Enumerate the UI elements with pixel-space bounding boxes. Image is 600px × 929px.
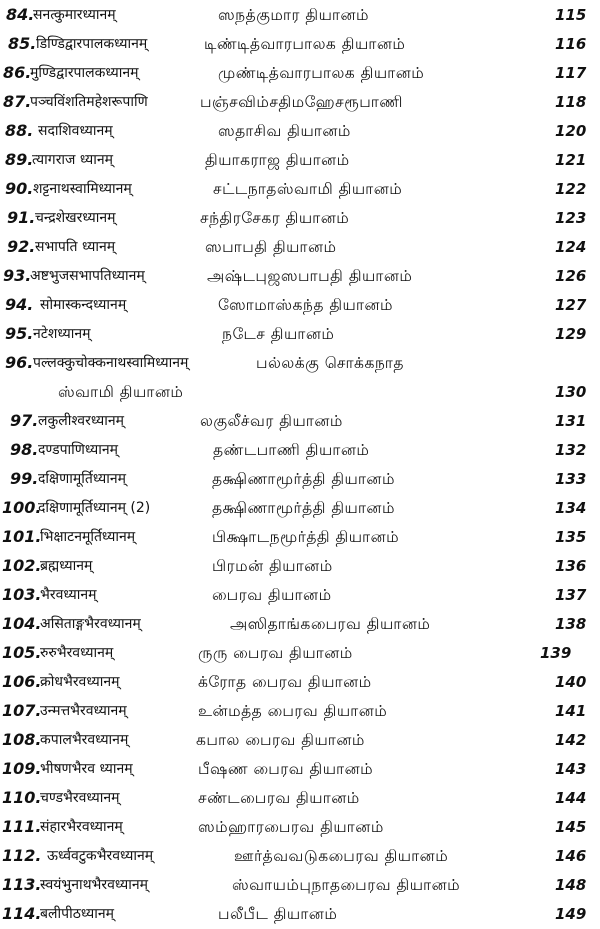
entry-number: 86. — [3, 63, 32, 82]
page-number: 144 — [555, 789, 587, 807]
sanskrit-title: नटेशध्यानम् — [33, 326, 91, 342]
toc-entry-104 — [0, 609, 600, 638]
toc-entry-95 — [0, 319, 600, 348]
entry-number: 108. — [2, 730, 42, 749]
entry-number: 104. — [2, 614, 42, 633]
sanskrit-title: असिताङ्गभैरवध्यानम् — [40, 616, 141, 632]
tamil-title: சட்டநாதஸ்வாமி தியானம் — [213, 180, 403, 198]
toc-entry-108 — [0, 725, 600, 754]
toc-entry-96 — [0, 348, 600, 377]
tamil-title: பைரவ தியானம் — [212, 586, 332, 604]
page-number: 148 — [555, 876, 587, 894]
sanskrit-title: भैरवध्यानम् — [40, 587, 97, 603]
page-number: 118 — [555, 93, 587, 111]
entry-number: 105. — [2, 643, 42, 662]
sanskrit-title: त्यागराज ध्यानम् — [32, 152, 114, 168]
sanskrit-title: पञ्चविंशतिमहेशरूपाणि — [30, 94, 148, 110]
entry-number: 95. — [5, 324, 34, 343]
toc-entry-98 — [0, 435, 600, 464]
entry-number: 93. — [3, 266, 32, 285]
sanskrit-title: भिक्षाटनमूर्तिध्यानम् — [40, 529, 136, 545]
tamil-title: பலீபீட தியானம் — [218, 905, 338, 923]
page-number: 131 — [555, 412, 587, 430]
entry-number: 98. — [10, 440, 39, 459]
sanskrit-title: सदाशिवध्यानम् — [38, 123, 113, 139]
tamil-title: பஞ்சவிம்சதிமஹேசரூபாணி — [200, 93, 403, 111]
tamil-title: தியாகராஜ தியானம் — [205, 151, 350, 169]
sanskrit-title: दक्षिणामूर्तिध्यानम् (2) — [38, 500, 151, 516]
page-number: 124 — [555, 238, 587, 256]
sanskrit-title: ऊर्ध्ववटुकभैरवध्यानम् — [47, 848, 154, 864]
page-number: 145 — [555, 818, 587, 836]
entry-number: 114. — [2, 904, 42, 923]
tamil-title: தண்டபாணி தியானம் — [213, 441, 370, 459]
toc-entry-109 — [0, 754, 600, 783]
tamil-title: சண்டபைரவ தியானம் — [198, 789, 360, 807]
toc-entry-85 — [0, 29, 600, 58]
entry-number: 85. — [8, 34, 37, 53]
tamil-title: ஸதாசிவ தியானம் — [218, 122, 351, 140]
entry-number: 113. — [2, 875, 42, 894]
sanskrit-title: ब्रह्मध्यानम् — [40, 558, 93, 574]
page-number: 137 — [555, 586, 587, 604]
sanskrit-title: सनत्कुमारध्यानम् — [33, 7, 116, 23]
sanskrit-title: पल्लक्कुचोक्कनाथस्वामिध्यानम् — [33, 355, 189, 371]
page-number: 133 — [555, 470, 587, 488]
tamil-title: ஸம்ஹாரபைரவ தியானம் — [198, 818, 384, 836]
page-number: 127 — [555, 296, 587, 314]
toc-entry-102 — [0, 551, 600, 580]
toc-entry-106 — [0, 667, 600, 696]
entry-number: 106. — [2, 672, 42, 691]
tamil-title: ஸ்வாயம்புநாதபைரவ தியானம் — [232, 876, 461, 894]
page-number: 123 — [555, 209, 587, 227]
sanskrit-title: कपालभैरवध्यानम् — [40, 732, 129, 748]
entry-number: 84. — [6, 5, 35, 24]
sanskrit-title: अष्टभुजसभापतिध्यानम् — [30, 268, 145, 284]
sanskrit-title: उन्मत्तभैरवध्यानम् — [40, 703, 127, 719]
tamil-title: ருரு பைரவ தியானம் — [198, 644, 353, 662]
toc-entry-99 — [0, 464, 600, 493]
sanskrit-title: लकुलीश्वरध्यानम् — [38, 413, 124, 429]
toc-entry-96-continued — [0, 377, 600, 406]
toc-entry-111 — [0, 812, 600, 841]
page-number: 141 — [555, 702, 587, 720]
toc-entry-88 — [0, 116, 600, 145]
toc-entry-87 — [0, 87, 600, 116]
toc-entry-103 — [0, 580, 600, 609]
tamil-title: அஸிதாங்கபைரவ தியானம் — [230, 615, 431, 633]
entry-number: 102. — [2, 556, 42, 575]
page-number: 122 — [555, 180, 587, 198]
tamil-title: பீஷண பைரவ தியானம் — [198, 760, 374, 778]
tamil-title: பல்லக்கு சொக்கநாத — [256, 354, 405, 372]
toc-entry-110 — [0, 783, 600, 812]
toc-entry-113 — [0, 870, 600, 899]
page-number: 140 — [555, 673, 587, 691]
toc-entry-112 — [0, 841, 600, 870]
sanskrit-title: सभापति ध्यानम् — [35, 239, 116, 255]
tamil-title: ஸநத்குமார தியானம் — [218, 6, 369, 24]
toc-entry-94 — [0, 290, 600, 319]
toc-entry-90 — [0, 174, 600, 203]
page-number: 143 — [555, 760, 587, 778]
entry-number: 110. — [2, 788, 42, 807]
toc-entry-91 — [0, 203, 600, 232]
sanskrit-title: रुरुभैरवध्यानम् — [40, 645, 114, 661]
tamil-title: பிக்ஷாடநமூர்த்தி தியானம் — [212, 528, 400, 546]
entry-number: 111. — [2, 817, 42, 836]
entry-number: 107. — [2, 701, 42, 720]
tamil-title: பிரமன் தியானம் — [212, 557, 333, 575]
page-number: 120 — [555, 122, 587, 140]
sanskrit-title: दक्षिणामूर्तिध्यानम् — [38, 471, 126, 487]
sanskrit-title: चन्द्रशेखरध्यानम् — [35, 210, 116, 226]
sanskrit-title: दण्डपाणिध्यानम् — [38, 442, 119, 458]
page-number: 149 — [555, 905, 587, 923]
toc-entry-114 — [0, 899, 600, 928]
page-number: 130 — [555, 383, 587, 401]
entry-number: 90. — [5, 179, 34, 198]
toc-entry-89 — [0, 145, 600, 174]
tamil-title: தக்ஷிணாமூர்த்தி தியானம் — [212, 470, 395, 488]
tamil-title: ஸோமாஸ்கந்த தியானம் — [218, 296, 393, 314]
page-number: 138 — [555, 615, 587, 633]
page-number: 142 — [555, 731, 587, 749]
tamil-title: சந்திரசேகர தியானம் — [200, 209, 350, 227]
tamil-title: கபால பைரவ தியானம் — [196, 731, 365, 749]
entry-number: 112. — [2, 846, 42, 865]
toc-entry-97 — [0, 406, 600, 435]
sanskrit-title: संहारभैरवध्यानम् — [40, 819, 123, 835]
toc-entry-101 — [0, 522, 600, 551]
entry-number: 94. — [5, 295, 34, 314]
page-number: 146 — [555, 847, 587, 865]
page-number: 126 — [555, 267, 587, 285]
entry-number: 96. — [5, 353, 34, 372]
tamil-title: ஊர்த்வவடுகபைரவ தியானம் — [234, 847, 449, 865]
toc-entry-93 — [0, 261, 600, 290]
toc-entry-86 — [0, 58, 600, 87]
tamil-title: அஷ்டபுஜஸபாபதி தியானம் — [207, 267, 413, 285]
toc-entry-84 — [0, 0, 600, 29]
tamil-title: க்ரோத பைரவ தியானம் — [198, 673, 372, 691]
tamil-title: முண்டித்வாரபாலக தியானம் — [218, 64, 425, 82]
tamil-title: உன்மத்த பைரவ தியானம் — [198, 702, 388, 720]
sanskrit-title: बलीपीठध्यानम् — [40, 906, 114, 922]
toc-entry-105 — [0, 638, 600, 667]
page-number: 115 — [555, 6, 587, 24]
page-number: 134 — [555, 499, 587, 517]
tamil-title: லகுலீச்வர தியானம் — [200, 412, 343, 430]
sanskrit-title: सोमास्कन्दध्यानम् — [40, 297, 127, 313]
page-number: 121 — [555, 151, 587, 169]
sanskrit-title: शट्टनाथस्वामिध्यानम् — [33, 181, 132, 197]
page-number: 135 — [555, 528, 587, 546]
page-number: 116 — [555, 35, 587, 53]
toc-entry-100 — [0, 493, 600, 522]
entry-number: 87. — [3, 92, 32, 111]
tamil-title: ஸ்வாமி தியானம் — [58, 383, 184, 401]
sanskrit-title: मुण्डिद्वारपालकध्यानम् — [30, 65, 139, 81]
entry-number: 89. — [5, 150, 34, 169]
sanskrit-title: डिण्डिद्वारपालकध्यानम् — [36, 36, 148, 52]
tamil-title: ஸபாபதி தியானம் — [205, 238, 337, 256]
sanskrit-title: चण्डभैरवध्यानम् — [40, 790, 120, 806]
entry-number: 91. — [7, 208, 36, 227]
sanskrit-title: क्रोधभैरवध्यानम् — [40, 674, 120, 690]
tamil-title: தக்ஷிணாமூர்த்தி தியானம் — [212, 499, 395, 517]
entry-number: 100. — [2, 498, 42, 517]
page-number: 132 — [555, 441, 587, 459]
entry-number: 99. — [10, 469, 39, 488]
sanskrit-title: भीषणभैरव ध्यानम् — [40, 761, 133, 777]
sanskrit-title: स्वयंभुनाथभैरवध्यानम् — [40, 877, 149, 893]
page-number: 136 — [555, 557, 587, 575]
tamil-title: நடேச தியானம் — [222, 325, 335, 343]
entry-number: 97. — [10, 411, 39, 430]
page-number: 139 — [540, 644, 572, 662]
entry-number: 103. — [2, 585, 42, 604]
page-number: 129 — [555, 325, 587, 343]
entry-number: 92. — [7, 237, 36, 256]
tamil-title: டிண்டித்வாரபாலக தியானம் — [204, 35, 406, 53]
page-number: 117 — [555, 64, 587, 82]
toc-entry-92 — [0, 232, 600, 261]
entry-number: 88. — [5, 121, 34, 140]
entry-number: 101. — [2, 527, 42, 546]
entry-number: 109. — [2, 759, 42, 778]
toc-entry-107 — [0, 696, 600, 725]
